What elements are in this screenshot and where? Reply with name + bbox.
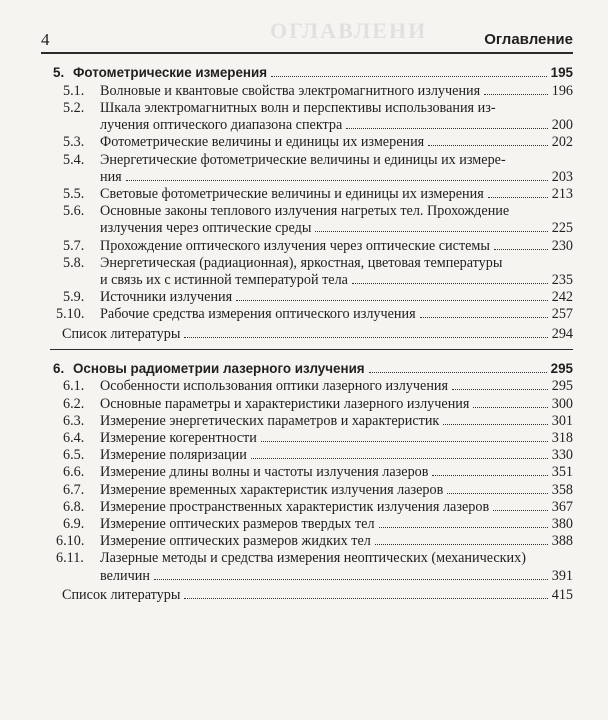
entry-page: 351 [551,464,573,481]
dot-leader [184,336,547,338]
dot-leader [315,230,547,232]
entry-number: 6.7. [63,481,85,498]
entry-title: лучения оптического диапазона спектра [100,117,343,134]
entry-page: 295 [550,360,573,376]
entry-page: 230 [551,237,573,254]
entry-title: Измерение поляризации [100,447,247,464]
entry-leader-line [100,516,573,533]
entry-leader-line [100,186,573,203]
dot-leader [447,492,547,494]
entry-number: 5. [53,65,65,80]
entry-title: Прохождение оптического излучения через оптические системы [100,237,490,254]
entry-leader-line [100,413,573,430]
entry-page: 318 [551,430,573,446]
entry-page: 196 [551,82,573,99]
entry-page: 380 [551,516,573,532]
entry-leader-line [100,378,573,395]
entry-leader-line [100,447,573,464]
entry-title: Измерение оптических размеров твердых тел [100,516,375,532]
entry-number: 6.6. [63,464,85,481]
dot-leader [346,127,547,129]
entry-leader-line [100,83,573,100]
entry-page: 330 [551,447,573,464]
entry-title: Энергетическая (радиационная), яркостная, цветовая температуры [100,254,503,271]
dot-leader [271,75,547,77]
entry-leader-line [100,272,573,289]
entry-leader-line [100,568,573,585]
dot-leader [379,526,548,528]
dot-leader [443,423,547,425]
entry-number: 6.1. [63,378,85,395]
entry-number: 5.1. [63,82,85,99]
dot-leader [126,179,548,181]
entry-title: Измерение когерентности [100,430,257,446]
entry-page: 358 [551,481,573,498]
entry-page: 367 [551,498,573,515]
entry-title: величин [100,567,150,584]
entry-number: 5.8. [63,254,85,271]
dot-leader [473,406,547,408]
entry-leader-line [100,134,573,151]
entry-title: ния [100,168,122,185]
entry-number: 6.8. [63,498,85,515]
dot-leader [184,597,547,599]
dot-leader [375,543,548,545]
section-divider [50,349,573,350]
entry-number: 5.5. [63,185,85,202]
entry-title: Измерение оптических размеров жидких тел [100,533,371,550]
dot-leader [484,93,548,95]
dot-leader [428,144,548,146]
dot-leader [493,509,548,511]
entry-page: 200 [551,117,573,134]
dot-leader [369,371,547,373]
entry-page: 301 [551,412,573,429]
entry-number: 5.2. [63,99,85,116]
bleed-through-text: ОГЛАВЛЕНИ [270,18,428,43]
entry-title: Фотометрические измерения [73,65,268,80]
entry-number: 5.4. [63,151,85,168]
entry-title: Световые фотометрические величины и единицы их измерения [100,185,484,202]
entry-number: 6.10. [56,533,85,550]
entry-title: Основы радиометрии лазерного излучения [73,360,365,376]
entry-number: 6.4. [63,430,85,446]
entry-page: 294 [551,325,573,342]
entry-page: 295 [551,378,573,395]
entry-title: излучения через оптические среды [100,220,312,237]
entry-number: 6.3. [63,412,85,429]
dot-leader [432,474,547,476]
entry-leader-line [100,169,573,186]
entry-number: 6. [53,360,65,376]
entry-title: и связь их с истинной температурой тела [100,271,348,288]
entry-leader-line [73,360,573,377]
entry-number: 6.11. [56,550,84,567]
entry-leader-line [100,499,573,516]
dot-leader [420,316,548,318]
entry-leader-line [62,326,573,343]
entry-number: 5.10. [56,306,85,323]
entry-title: Основные законы теплового излучения нагретых тел. Прохождение [100,203,510,220]
entry-page: 213 [551,185,573,202]
dot-leader [154,578,548,580]
entry-title: Измерение пространственных характеристик излучения лазеров [100,498,490,515]
entry-page: 202 [551,134,573,151]
entry-leader-line [100,430,573,447]
entry-title: Волновые и квантовые свойства электромагнитного излучения [100,82,481,99]
page-number: 4 [41,30,50,49]
entry-number: 5.6. [63,203,85,220]
running-title: Оглавление [484,31,573,48]
dot-leader [494,248,548,250]
entry-leader-line [100,306,573,323]
entry-leader-line [100,396,573,413]
entry-page: 195 [550,65,573,80]
entry-number: 5.3. [63,134,85,151]
entry-page: 242 [551,289,573,306]
dot-leader [452,388,548,390]
entry-page: 391 [551,567,573,584]
entry-title: Список литературы [62,325,181,342]
entry-page: 388 [551,533,573,550]
entry-number: 6.9. [63,516,85,532]
entry-title: Рабочие средства измерения оптического излучения [100,306,416,323]
entry-page: 203 [551,168,573,185]
entry-title: Список литературы [62,586,181,603]
entry-leader-line [100,464,573,481]
entry-number: 5.9. [63,289,85,306]
entry-number: 5.7. [63,237,85,254]
entry-title: Измерение длины волны и частоты излучения лазеров [100,464,429,481]
entry-title: Основные параметры и характеристики лазерного излучения [100,395,470,412]
dot-leader [236,299,548,301]
entry-title: Шкала электромагнитных волн и перспективы использования из- [100,99,496,116]
entry-leader-line [100,117,573,134]
entry-page: 225 [551,220,573,237]
entry-title: Измерение энергетических параметров и характеристик [100,412,440,429]
entry-number: 6.2. [63,395,85,412]
entry-leader-line [73,64,573,81]
entry-title: Фотометрические величины и единицы их измерения [100,134,425,151]
dot-leader [352,282,548,284]
entry-title: Особенности использования оптики лазерного излучения [100,378,449,395]
entry-title: Источники излучения [100,289,233,306]
entry-leader-line [62,587,573,604]
entry-page: 300 [551,395,573,412]
dot-leader [261,440,548,442]
entry-leader-line [100,238,573,255]
entry-page: 235 [551,271,573,288]
entry-leader-line [100,533,573,550]
entry-page: 257 [551,306,573,323]
entry-title: Измерение временных характеристик излучения лазеров [100,481,444,498]
entry-leader-line [100,482,573,499]
entry-leader-line [100,220,573,237]
dot-leader [488,196,548,198]
entry-page: 415 [551,586,573,603]
entry-leader-line [100,289,573,306]
dot-leader [251,457,548,459]
entry-title: Лазерные методы и средства измерения неоптических (механических) [100,550,526,567]
entry-number: 6.5. [63,447,85,464]
entry-title: Энергетические фотометрические величины и единицы их измере- [100,151,506,168]
